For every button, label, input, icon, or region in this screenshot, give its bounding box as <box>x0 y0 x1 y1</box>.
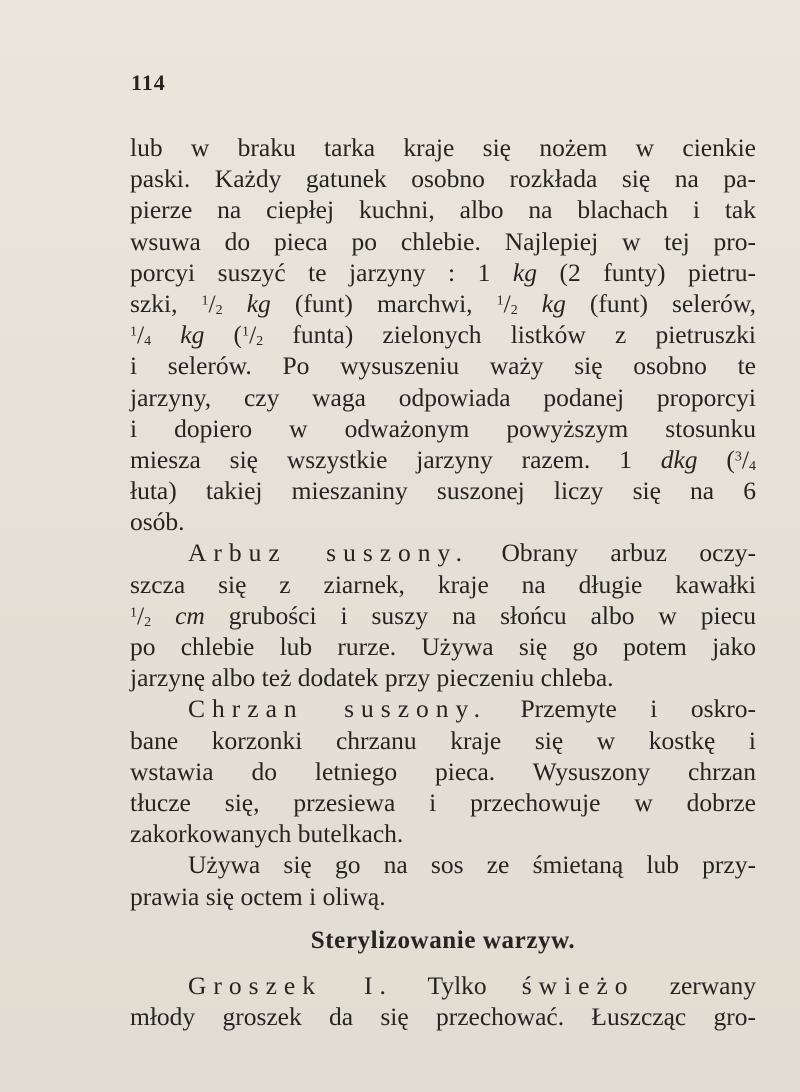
text-line: Używa się go na sos ze śmietaną lub przy- <box>188 850 756 880</box>
text-line: paski. Każdy gatunek osobno rozkłada się na pa- <box>130 164 756 194</box>
emphasis-term: świeżo <box>521 971 635 1000</box>
section-term: Groszek I. <box>188 971 393 1000</box>
text-line: osób. <box>130 507 185 537</box>
text-line: tłucze się, przesiewa i przechowuje w dobrze <box>130 787 756 817</box>
text-line: porcyi suszyć te jarzyny : 1 kg (2 funty) pietru- <box>130 257 757 287</box>
text-line: bane korzonki chrzanu kraje się w kostkę i <box>130 725 756 755</box>
text-line: i selerów. Po wysuszeniu waży się osobno te <box>130 351 756 381</box>
section-term: Arbuz suszony. <box>188 538 470 568</box>
text-line: młody groszek da się przechować. Łuszcząc gro- <box>130 1002 756 1032</box>
text-line: szcza się z ziarnek, kraje na długie kawałki <box>130 569 756 599</box>
text-line: jarzynę albo też dodatek przy pieczeniu chleba. <box>130 663 614 693</box>
text-line: łuta) takiej mieszaniny suszonej liczy się na 6 <box>130 476 756 506</box>
text-line: zakorkowanych butelkach. <box>130 819 404 849</box>
text-line: miesza się wszystkie jarzyny razem. 1 dkg ($^3/_4$ <box>130 444 757 474</box>
body-text <box>130 132 756 912</box>
text-line: szki, $^1/_2$ kg (funt) marchwi, $^1/_2$ kg (funt) selerów, <box>130 288 757 319</box>
text-line: po chlebie lub rurze. Używa się go potem jako <box>130 632 756 661</box>
text-line: pierze na ciepłej kuchni, albo na blachach i tak <box>130 195 756 225</box>
text-line: Chrzan suszony. Przemyte i oskro- <box>188 694 756 724</box>
text-line: prawia się octem i oliwą. <box>130 881 386 911</box>
text-line: Groszek I. Tylko świeżo zerwany <box>188 971 756 1000</box>
text-line: jarzyny, czy waga odpowiada podanej proporcyi <box>130 382 756 412</box>
text-line: i dopiero w odważonym powyższym stosunku <box>130 413 756 443</box>
section-term: Chrzan suszony. <box>188 694 488 724</box>
text-line: wsuwa do pieca po chlebie. Najlepiej w tej pro- <box>130 226 756 256</box>
section-heading: Sterylizowanie warzyw. <box>310 927 576 954</box>
text-line: $^1/_4$ kg ($^1/_2$ funta) zielonych listków z pietruszki <box>130 320 756 350</box>
body-text-continued <box>130 970 756 1032</box>
text-line: lub w braku tarka kraje się nożem w cienkie <box>130 133 756 162</box>
text-line: Arbuz suszony. Obrany arbuz oczy- <box>188 538 757 568</box>
text-line: $^1/_2$ cm grubości i suszy na słońcu albo w piecu <box>130 600 756 630</box>
text-line: wstawia do letniego pieca. Wysuszony chrzan <box>130 756 756 786</box>
page-number: 114 <box>131 70 166 95</box>
